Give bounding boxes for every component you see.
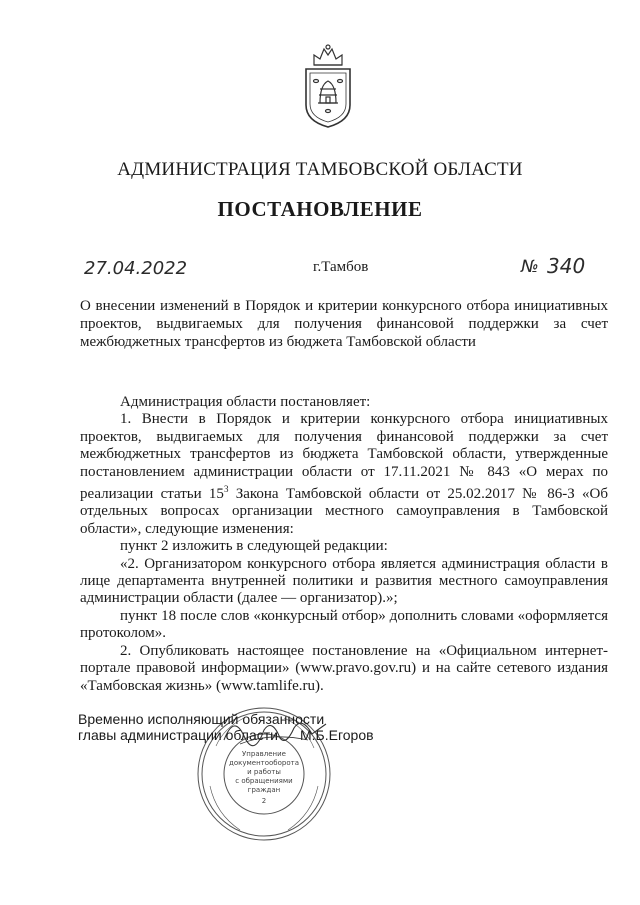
stamp-text: документооборота (229, 759, 299, 767)
document-subject: О внесении изменений в Порядок и критерии конкурсного отбора инициативных проектов, выдвигаемых для получения финансовой поддержки за счет межбюджетных трансфертов из бюджета Тамбовской области (80, 298, 608, 350)
stamp-text: и работы (247, 768, 281, 776)
stamp-number: 2 (261, 797, 267, 805)
stamp-text: с обращениями (235, 777, 293, 785)
body-paragraph: пункт 2 изложить в следующей редакции: (120, 538, 388, 555)
signature-title-line: главы администрации области (78, 727, 278, 743)
document-type-title: ПОСТАНОВЛЕНИЕ (217, 197, 423, 221)
body-paragraph (80, 411, 608, 538)
document-number: 340 (547, 254, 586, 278)
body-paragraph: 2. Опубликовать настоящее постановление на «Официальном интернет-портале правовой информации» (www.pravo.gov.ru) и на сайте сетевого издания «Тамбовская жизнь» (www.tamlife.ru). (80, 642, 608, 694)
document-body (80, 394, 608, 695)
stamp-text: граждан (247, 786, 281, 794)
superscript: 3 (223, 484, 229, 495)
body-text: 1. Внести в Порядок и критерии конкурсного отбора инициативных проектов, выдвигаемых для получения финансовой поддержки за счет межбюджетных трансфертов из бюджета Тамбовской области, утвержденные постановлением администрации области от 17.11.2021 № 843 «О мерах по реализации статьи 15 (80, 411, 608, 503)
signatory-name: М.Б.Егоров (300, 727, 374, 743)
body-paragraph: пункт 18 после слов «конкурсный отбор» дополнить словами «оформляется протоколом». (80, 607, 608, 642)
coat-of-arms-icon (300, 43, 356, 129)
document-number-label: № (521, 257, 539, 277)
stamp-text: Управление (242, 750, 286, 758)
document-city: г.Тамбов (313, 259, 369, 275)
document-date: 27.04.2022 (84, 258, 188, 279)
signature-title-line: Временно исполняющий обязанности (78, 711, 325, 727)
handwritten-signature (220, 710, 330, 750)
organization-name: АДМИНИСТРАЦИЯ ТАМБОВСКОЙ ОБЛАСТИ (117, 159, 523, 180)
body-paragraph: «2. Организатором конкурсного отбора является администрация области в лице департамента внутренней политики и развития местного самоуправления администрации области (далее — организатор).»; (80, 555, 608, 607)
body-text: Закона Тамбовской области от 25.02.2017 № 86-З «Об отдельных вопросах организации местного самоуправления в Тамбовской области», следующие изменения: (80, 486, 608, 537)
body-paragraph: Администрация области постановляет: (120, 394, 371, 410)
